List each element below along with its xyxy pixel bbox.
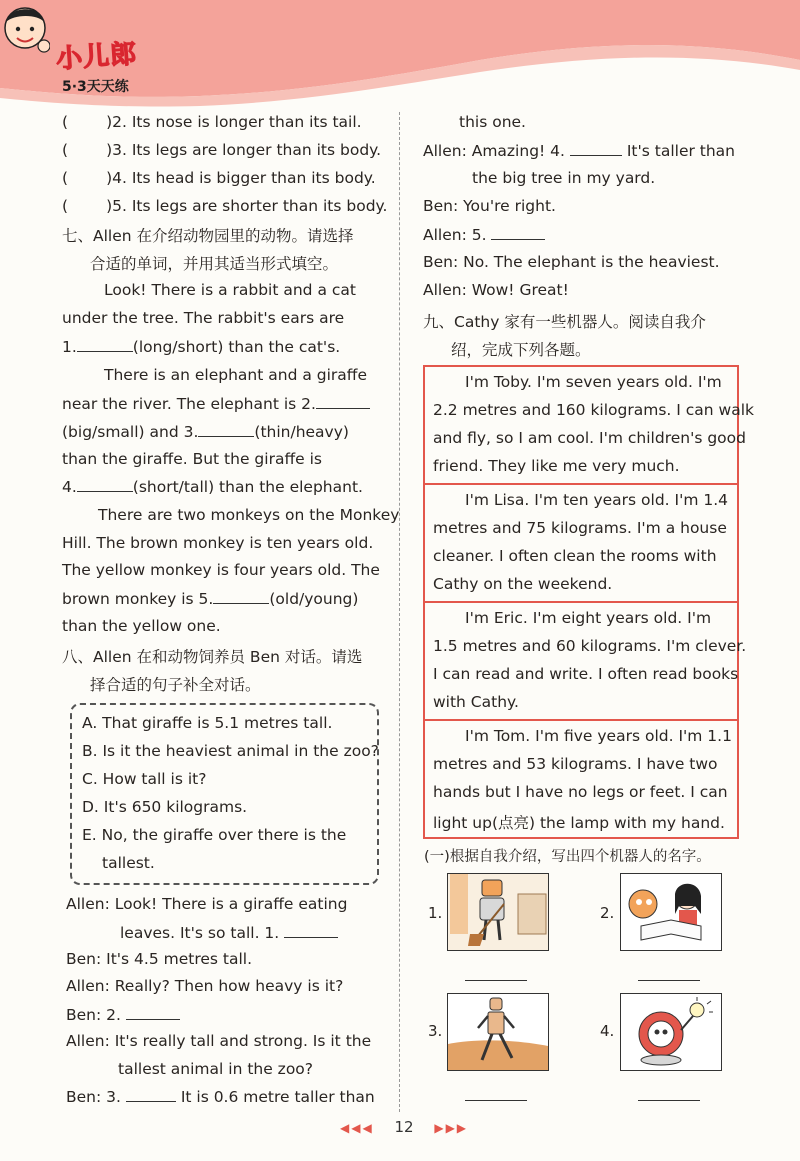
passage-line: brown monkey is 5. (old/young): [62, 590, 359, 608]
pic-number: 3.: [428, 1022, 443, 1040]
dialogue-line: the big tree in my yard.: [472, 169, 656, 187]
option-a: A. That giraffe is 5.1 metres tall.: [82, 714, 333, 732]
robot-intro-toby: I'm Toby. I'm seven years old. I'm 2.2 metres and 160 kilograms. I can walk and fly, so I am cool. I'm children's good friend. They like me very much.: [433, 373, 754, 475]
option-e: E. No, the giraffe over there is the: [82, 826, 347, 844]
passage-line: There is an elephant and a giraffe: [104, 366, 367, 384]
robot-reading-picture: [620, 873, 722, 951]
answer-blank[interactable]: [638, 1100, 700, 1101]
page-header: [0, 0, 800, 110]
robot-lamp-picture: [620, 993, 722, 1071]
robot-walking-picture: [447, 993, 549, 1071]
pic-number: 2.: [600, 904, 615, 922]
pic-number: 1.: [428, 904, 443, 922]
answer-blank[interactable]: [77, 477, 133, 492]
q9-heading-cont: 绍，完成下列各题。: [451, 341, 591, 359]
passage-line: near the river. The elephant is 2.: [62, 394, 370, 413]
dialogue-line: Allen: Wow! Great!: [423, 281, 569, 299]
q6-item-4: ( )4. Its head is bigger than its body.: [62, 169, 376, 187]
prev-arrows-icon: ◀◀◀: [340, 1121, 374, 1135]
q6-item-2: ( )2. Its nose is longer than its tail.: [62, 113, 362, 131]
page-number: 12: [394, 1118, 414, 1136]
broom-robot-icon: [448, 874, 548, 950]
passage-line: Hill. The brown monkey is ten years old.: [62, 534, 374, 552]
answer-blank[interactable]: [126, 1087, 176, 1102]
q7-heading: 七、Allen 在介绍动物园里的动物。请选择: [62, 227, 354, 245]
answer-blank[interactable]: [570, 141, 622, 156]
dialogue-line: Allen: Really? Then how heavy is it?: [66, 977, 344, 995]
column-divider: [399, 112, 400, 1112]
passage-line: 4. (short/tall) than the elephant.: [62, 478, 363, 496]
passage-line: than the giraffe. But the giraffe is: [62, 450, 322, 468]
walking-robot-icon: [448, 994, 548, 1070]
next-arrows-icon: ▶▶▶: [434, 1121, 469, 1135]
passage-line: (big/small) and 3. (thin/heavy): [62, 423, 349, 441]
q8-heading: 八、Allen 在和动物饲养员 Ben 对话。请选: [62, 648, 363, 666]
passage-line: There are two monkeys on the Monkey: [98, 506, 400, 524]
dialogue-line: this one.: [459, 113, 526, 131]
robot-intro-lisa: I'm Lisa. I'm ten years old. I'm 1.4 metres and 75 kilograms. I'm a house cleaner. I often clean the rooms with Cathy on the weekend.: [425, 483, 737, 603]
passage-line: 1. (long/short) than the cat's.: [62, 338, 341, 356]
robot-intro-tom: I'm Tom. I'm five years old. I'm 1.1 metres and 53 kilograms. I have two hands but I have no legs or feet. I can light up(点亮) the lamp with my hand.: [425, 719, 737, 839]
options-box: [70, 703, 379, 885]
reading-robot-icon: [621, 874, 721, 950]
option-c: C. How tall is it?: [82, 770, 207, 788]
passage-line: under the tree. The rabbit's ears are: [62, 309, 345, 327]
answer-blank[interactable]: [126, 1005, 180, 1020]
dialogue-line: Ben: It's 4.5 metres tall.: [66, 950, 253, 968]
q6-item-5: ( )5. Its legs are shorter than its body.: [62, 197, 388, 215]
dialogue-line: leaves. It's so tall. 1.: [120, 923, 338, 942]
series-label: 5·3天天练: [62, 79, 129, 95]
passage-line: Look! There is a rabbit and a cat: [104, 281, 356, 299]
answer-blank[interactable]: [198, 422, 254, 437]
q9-heading: 九、Cathy 家有一些机器人。阅读自我介: [423, 313, 706, 331]
option-b: B. Is it the heaviest animal in the zoo?: [82, 742, 379, 760]
robot-intro-eric: I'm Eric. I'm eight years old. I'm 1.5 metres and 60 kilograms. I'm clever. I can read and write. I often read books with Cathy.: [425, 601, 737, 721]
robot-sweeping-picture: [447, 873, 549, 951]
answer-blank[interactable]: [77, 337, 133, 352]
answer-blank[interactable]: [213, 589, 269, 604]
brand-logo: 小儿郎: [55, 39, 139, 75]
passage-line: The yellow monkey is four years old. The: [62, 561, 380, 579]
q7-heading-cont: 合适的单词，并用其适当形式填空。: [90, 255, 339, 273]
pic-number: 4.: [600, 1022, 615, 1040]
answer-blank[interactable]: [316, 394, 370, 409]
dialogue-line: Ben: 2.: [66, 1005, 180, 1024]
sub-question-1: (一)根据自我介绍，写出四个机器人的名字。: [424, 849, 711, 865]
option-e-cont: tallest.: [102, 854, 155, 872]
dialogue-line: Allen: 5.: [423, 225, 545, 244]
dialogue-line: tallest animal in the zoo?: [118, 1060, 314, 1078]
answer-blank[interactable]: [638, 980, 700, 981]
passage-line: than the yellow one.: [62, 617, 221, 635]
lamp-robot-icon: [621, 994, 721, 1070]
page-footer: [340, 1118, 468, 1136]
answer-blank[interactable]: [491, 225, 545, 240]
dialogue-line: Ben: 3. It is 0.6 metre taller than: [66, 1088, 375, 1106]
dialogue-line: Allen: Look! There is a giraffe eating: [66, 895, 348, 913]
answer-blank[interactable]: [465, 980, 527, 981]
answer-blank[interactable]: [284, 923, 338, 938]
dialogue-line: Allen: It's really tall and strong. Is it the: [66, 1032, 372, 1050]
dialogue-line: Ben: You're right.: [423, 197, 556, 215]
q8-heading-cont: 择合适的句子补全对话。: [90, 676, 261, 694]
dialogue-line: Allen: Amazing! 4. It's taller than: [423, 142, 736, 160]
dialogue-line: Ben: No. The elephant is the heaviest.: [423, 253, 720, 271]
mascot-boy-icon: [0, 0, 50, 56]
robot-intro-table: [423, 365, 754, 839]
q6-item-3: ( )3. Its legs are longer than its body.: [62, 141, 382, 159]
option-d: D. It's 650 kilograms.: [82, 798, 248, 816]
answer-blank[interactable]: [465, 1100, 527, 1101]
